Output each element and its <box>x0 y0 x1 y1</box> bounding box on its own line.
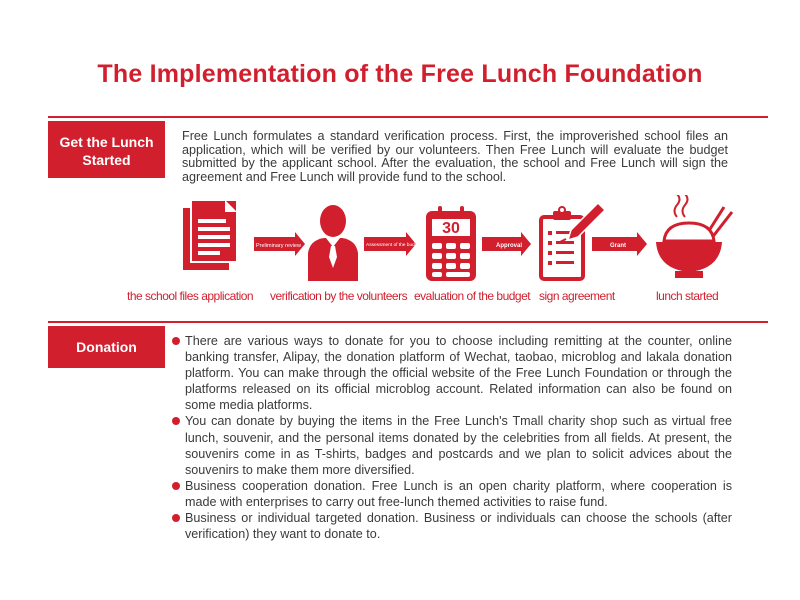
step-label-lunch-started: lunch started <box>656 289 719 303</box>
calendar-number: 30 <box>442 220 460 237</box>
bullet-icon <box>172 514 180 522</box>
intro-paragraph: Free Lunch formulates a standard verification process. First, the improverished school files an application, which will be verified by our volunteers. Then Free Lunch will evaluate the budget submitted by the applicant school. After the evaluation, the school and Free Lunch will sign the agreement and Free Lunch will provide fund to the school. <box>182 129 728 184</box>
bullet-icon <box>172 417 180 425</box>
donation-list <box>172 333 732 542</box>
list-item-text: Business or individual targeted donation. Business or individuals can choose the schools (after verification) they want to donate to. <box>185 511 732 542</box>
arrow-label: Approval <box>496 243 523 249</box>
arrow-label: Grant <box>610 243 627 249</box>
step-label-verification: verification by the volunteers <box>270 289 408 303</box>
bullet-icon <box>172 337 180 345</box>
step-label-agreement: sign agreement <box>539 289 615 303</box>
arrow-assessment-budget <box>364 232 422 256</box>
list-item <box>172 413 732 477</box>
list-item-text: There are various ways to donate for you to choose including remitting at the counter, online banking transfer, Alipay, the donation platform of Wechat, taobao, microblog and lakala donation platform. You can make through the official website of the Free Lunch Foundation or through the platforms released on its official microblog account. Related information can also be found on some media platforms. <box>185 334 732 413</box>
list-item-text: You can donate by buying the items in the Free Lunch's Tmall charity shop such as virtual free lunch, souvenir, and the personal items donated by the celebrities from all fields. At present, the souvenirs come in as T-shirts, badges and postcards and we plan to solicit advices about the souvenirs to make them more diversified. <box>185 414 732 477</box>
section-label-line: Get the Lunch <box>59 133 154 150</box>
section-divider <box>48 321 768 323</box>
document-icon <box>183 200 237 270</box>
section-divider <box>48 116 768 118</box>
section-label-get-started <box>48 121 165 178</box>
arrow-approval <box>482 232 531 256</box>
section-label-line: Started <box>82 151 131 168</box>
list-item <box>172 333 732 413</box>
page-title: The Implementation of the Free Lunch Foundation <box>97 60 703 88</box>
step-label-application: the school files application <box>127 289 254 303</box>
volunteer-icon <box>308 205 358 281</box>
process-flow <box>0 195 800 310</box>
arrow-label: Preliminary review <box>256 243 301 249</box>
calendar-calculator-icon <box>426 206 476 281</box>
bullet-icon <box>172 482 180 490</box>
list-item <box>172 510 732 542</box>
list-item <box>172 478 732 510</box>
section-label-donation: Donation <box>48 326 165 368</box>
rice-bowl-icon <box>656 195 732 278</box>
step-label-evaluation: evaluation of the budget <box>414 289 531 303</box>
arrow-grant <box>592 232 647 256</box>
arrow-preliminary-review <box>254 232 305 256</box>
list-item-text: Business cooperation donation. Free Lunch is an open charity platform, where cooperation is made with enterprises to carry out free-lunch themed activities to raise fund. <box>185 478 732 509</box>
arrow-label: Assessment of the budget <box>366 243 422 248</box>
